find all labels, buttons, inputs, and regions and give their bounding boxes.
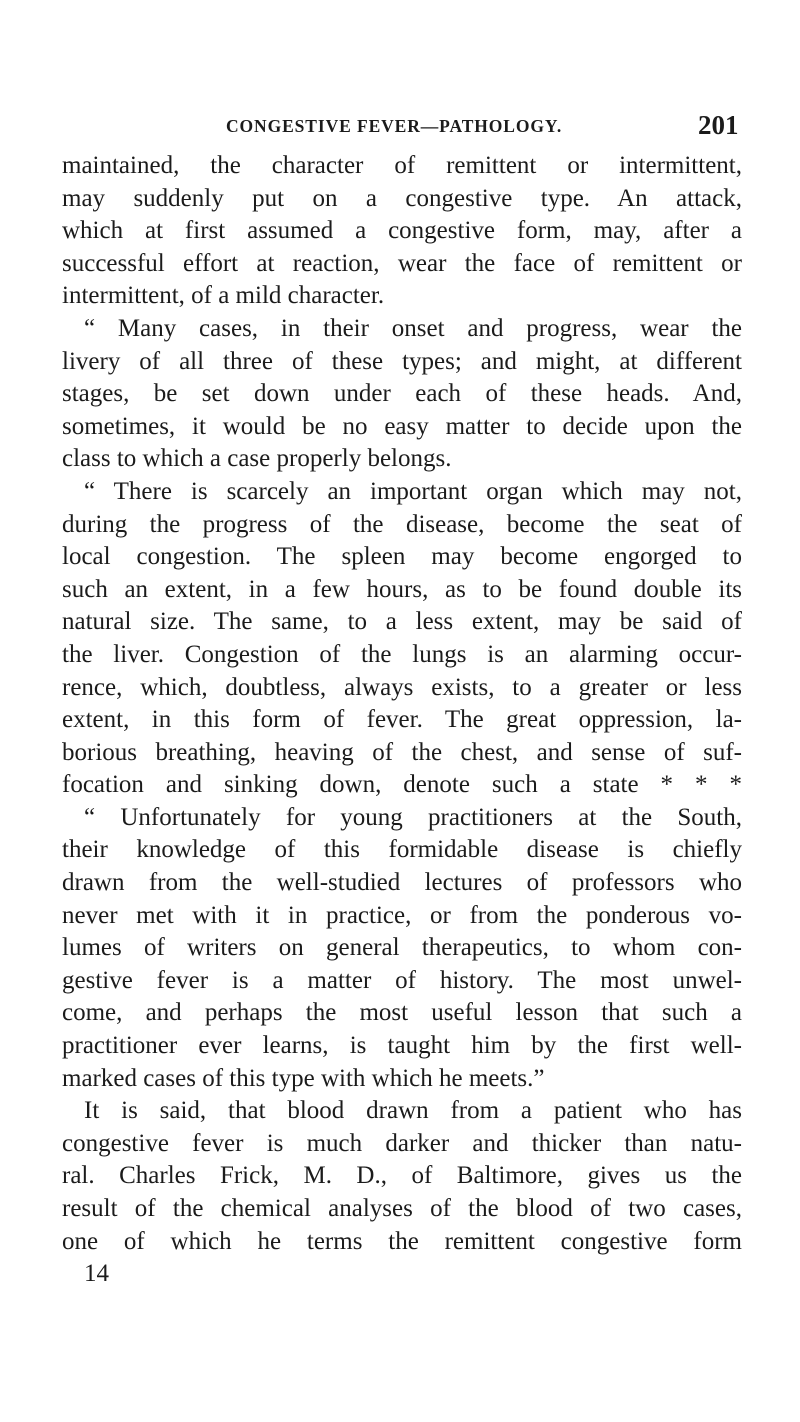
text-line: such an extent, in a few hours, as to be found double its (62, 575, 742, 603)
text-line: stages, be set down under each of these heads. And, (62, 380, 742, 408)
text-line: congestive fever is much darker and thicker than natu- (62, 1129, 742, 1157)
page-number: 201 (698, 110, 739, 140)
text-line: livery of all three of these types; and might, at different (62, 347, 742, 375)
text-line: ral. Charles Frick, M. D., of Baltimore, gives us the (62, 1162, 742, 1190)
text-line: class to which a case properly belongs. (62, 445, 452, 473)
text-line: result of the chemical analyses of the blood of two cases, (62, 1195, 742, 1222)
text-line: never met with it in practice, or from the ponderous vo- (62, 901, 742, 929)
text-line: local congestion. The spleen may become engorged to (62, 543, 742, 571)
text-line: their knowledge of this formidable disease is chiefly (62, 836, 742, 864)
text-line: the liver. Congestion of the lungs is an alarming occur- (62, 640, 742, 668)
text-line: sometimes, it would be no easy matter to decide upon the (62, 412, 742, 440)
text-line: one of which he terms the remittent congestive form (62, 1227, 742, 1255)
text-line: “ Unfortunately for young practitioners at the South, (84, 803, 742, 831)
text-line: extent, in this form of fever. The great oppression, la- (62, 706, 742, 734)
text-line: marked cases of this type with which he meets.” (62, 1064, 545, 1092)
text-line: during the progress of the disease, become the seat of (62, 510, 742, 538)
text-line: successful effort at reaction, wear the face of remittent or (62, 249, 742, 277)
text-line: drawn from the well-studied lectures of professors who (62, 869, 742, 897)
text-line: “ Many cases, in their onset and progress, wear the (84, 314, 742, 342)
text-line: focation and sinking down, denote such a state * * * (62, 771, 742, 799)
text-line: rence, which, doubtless, always exists, to a greater or less (62, 673, 742, 701)
text-line: gestive fever is a matter of history. The most unwel- (62, 966, 742, 994)
text-line: natural size. The same, to a less extent, may be said of (62, 608, 742, 636)
text-line: maintained, the character of remittent or intermittent, (62, 152, 742, 179)
text-line: may suddenly put on a congestive type. An attack, (62, 184, 742, 212)
text-line: practitioner ever learns, is taught him by the first well- (62, 1032, 742, 1060)
text-line: intermittent, of a mild character. (62, 282, 385, 310)
text-line: It is said, that blood drawn from a patient who has (84, 1097, 742, 1125)
body-text (62, 150, 742, 1291)
page-header (0, 106, 800, 146)
text-line: lumes of writers on general therapeutics, to whom con- (62, 934, 742, 962)
text-line: “ There is scarcely an important organ which may not, (84, 477, 742, 505)
running-head: CONGESTIVE FEVER—PATHOLOGY. (226, 116, 563, 136)
text-line: borious breathing, heaving of the chest, and sense of suf- (62, 738, 742, 766)
text-line: come, and perhaps the most useful lesson that such a (62, 999, 742, 1027)
signature-mark: 14 (84, 1260, 109, 1288)
text-line: which at first assumed a congestive form, may, after a (62, 217, 742, 245)
